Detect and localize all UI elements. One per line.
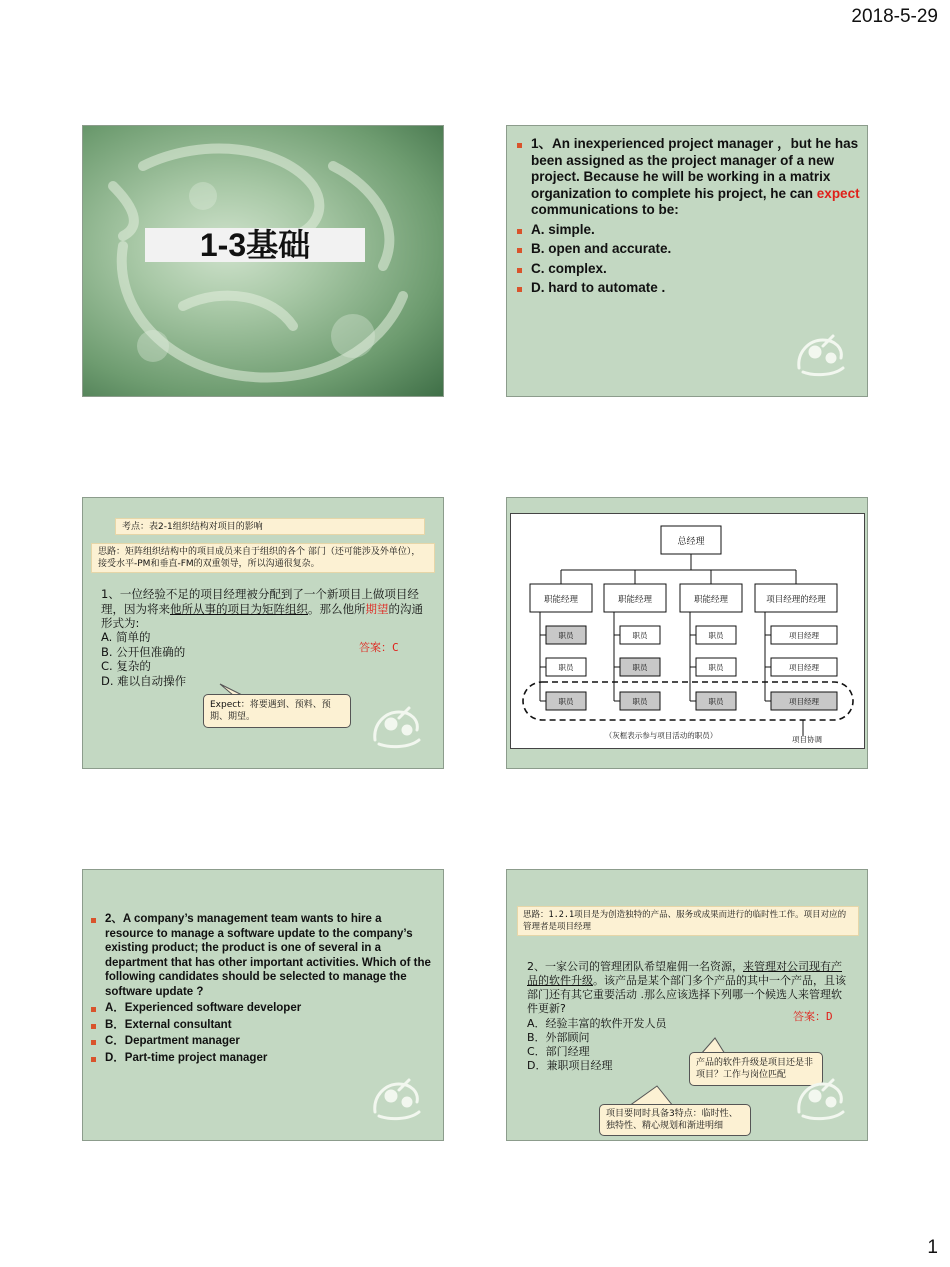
org-chart [511, 514, 866, 750]
member-node-label: 职员 [558, 631, 574, 640]
answer-label: 答案：D [793, 1010, 833, 1023]
page-date: 2018-5-29 [851, 6, 938, 27]
question-part: 。那么他所 [308, 601, 366, 616]
slide-title: 1-3基础 [145, 228, 365, 262]
member-node-label: 职员 [558, 663, 574, 672]
org-chart-panel [510, 513, 865, 749]
option-b: B. 公开但准确的 [101, 644, 186, 659]
question-text: 2、A company’s management team wants to hire a resource to manage a software update to the company’s existing product; the product is one of several in a department that has other important activities. Which of the following candidates should be selected to manage the software update ? [91, 912, 431, 999]
member-node-label: 职员 [708, 631, 724, 640]
option-b: B．External consultant [91, 1018, 431, 1033]
root-node-label: 总经理 [677, 537, 705, 547]
question-part: 。该产品是某个部门多个产品的其中一个产品，且该部门还有其它重要活动 .那么应该选择下列哪一个候选人来管理软件更新? [527, 974, 846, 1015]
option-d: D. 难以自动操作 [101, 673, 187, 688]
question-part: 2、一家公司的管理团队希望雇佣一名资源， [527, 960, 743, 973]
option-c: C．部门经理 [527, 1045, 590, 1058]
exam-point-note: 考点：表2-1组织结构对项目的影响 [115, 518, 425, 535]
dragon-motif-icon [369, 1076, 425, 1122]
dragon-motif-icon [369, 704, 425, 750]
option-c: C. complex. [517, 261, 862, 278]
option-c: C．Department manager [91, 1034, 431, 1049]
question-highlight: 期望 [365, 601, 389, 616]
slide-1[interactable] [82, 125, 444, 397]
slide-5[interactable] [82, 869, 444, 1141]
dragon-motif-icon [793, 332, 849, 378]
thinking-note: 思路：1.2.1项目是为创造独特的产品、服务或成果而进行的临时性工作。项目对应的管理者是项目经理 [517, 906, 859, 936]
option-d: D. hard to automate . [517, 280, 862, 297]
member-node-label: 项目经理 [789, 631, 819, 640]
page-number: 1 [927, 1237, 938, 1258]
answer-label: 答案：C [359, 641, 399, 654]
manager-node-label: 职能经理 [543, 595, 579, 605]
question-text [101, 587, 431, 631]
question-part: 的沟通形式为: [101, 601, 423, 630]
slide-2[interactable] [506, 125, 868, 397]
option-a: A. simple. [517, 222, 862, 239]
option-d: D．兼职项目经理 [527, 1059, 613, 1072]
manager-node-label: 项目经理的经理 [766, 595, 826, 605]
question-text [517, 136, 862, 219]
thinking-note: 思路：矩阵组织结构中的项目成员来自于组织的各个 部门（还可能涉及外单位），接受水平-PM和垂直-FM的双重领导，所以沟通很复杂。 [91, 543, 435, 573]
option-b: B．外部顾问 [527, 1031, 590, 1044]
question-list [91, 912, 431, 1067]
question-intro: 1、An inexperienced project manager ，but he has been assigned as the project manager of a new project. Because he will be working in a matrix organization to complete his project, he can [531, 136, 859, 201]
chart-caption: （灰框表示参与项目活动的职员） [604, 731, 718, 740]
option-a: A．经验丰富的软件开发人员 [527, 1017, 667, 1030]
option-a: A．Experienced software developer [91, 1001, 431, 1016]
member-node-label: 职员 [708, 663, 724, 672]
member-node-label: 职员 [708, 697, 724, 706]
option-b: B. open and accurate. [517, 241, 862, 258]
callout-project-traits: 项目要同时具备3特点：临时性、独特性、精心规划和渐进明细 [599, 1104, 751, 1136]
option-a: A. 简单的 [101, 630, 151, 644]
slide-4[interactable] [506, 497, 868, 769]
question-outro: communications to be: [531, 202, 679, 217]
callout-software-upgrade: 产品的软件升级是项目还是非项目？工作与岗位匹配 [689, 1052, 823, 1086]
callout-expect: Expect：将要遇到、预料、预期、期望。 [203, 694, 351, 728]
option-d: D．Part-time project manager [91, 1051, 431, 1066]
member-node-label: 职员 [632, 631, 648, 640]
member-node-label: 职员 [558, 697, 574, 706]
dragon-motif-icon [793, 1076, 849, 1122]
member-node-label: 职员 [632, 697, 648, 706]
member-node-label: 职员 [632, 663, 648, 672]
option-c: C. 复杂的 [101, 659, 151, 673]
question-underlined: 他所从事的项目为矩阵组织 [170, 601, 308, 616]
options-list [527, 1017, 667, 1073]
slide-3[interactable] [82, 497, 444, 769]
manager-node-label: 职能经理 [693, 595, 729, 605]
question-highlight: expect [816, 185, 860, 201]
member-node-label: 项目经理 [789, 663, 819, 672]
options-list [101, 630, 186, 688]
question-list [517, 136, 862, 300]
question-part: 1、一位经验不足的项目经理被分配到了一个新项目上做项目经理，因为将来 [101, 587, 419, 616]
question-underlined: 来管理对公司现有产品的软件升级 [527, 960, 842, 987]
member-node-label: 项目经理 [789, 697, 819, 706]
manager-node-label: 职能经理 [617, 595, 653, 605]
slide-6[interactable] [506, 869, 868, 1141]
coordination-label: 项目协调 [792, 735, 822, 744]
